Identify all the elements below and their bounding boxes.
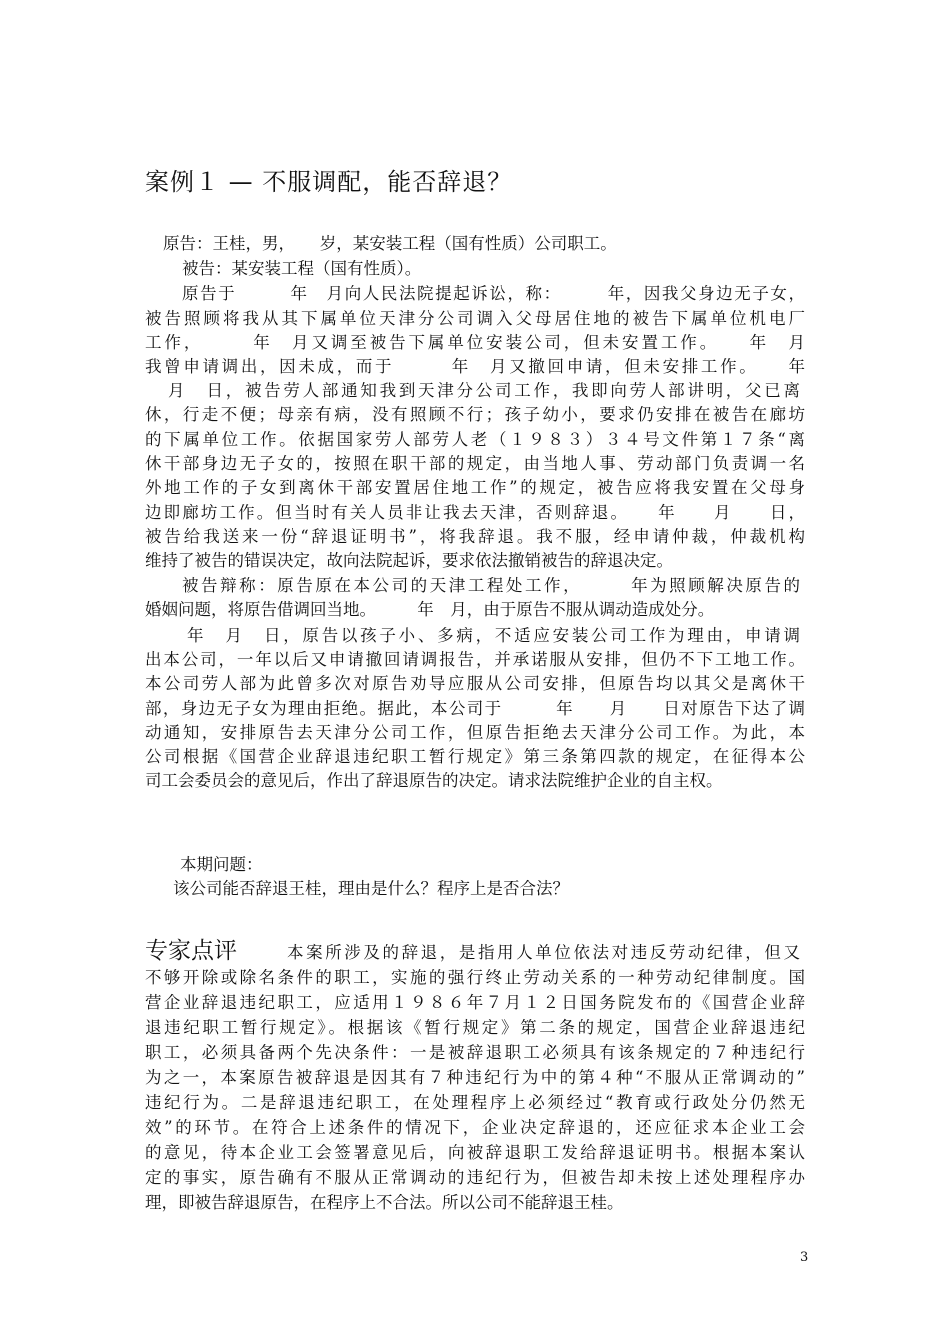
- case-line: 被告给我送来一份“辞退证明书”，将我辞退。我不服，经申请仲裁，仲裁机构: [145, 527, 805, 546]
- case-line: 工作， 年 月又调至被告下属单位安装公司，但未安置工作。 年 月: [145, 333, 805, 352]
- expert-line: 的意见，待本企业工会签署意见后，向被辞退职工发给辞退证明书。根据本案认: [145, 1143, 805, 1162]
- case-line: 月 日，被告劳人部通知我到天津分公司工作，我即向劳人部讲明，父已离: [168, 381, 800, 400]
- case-line: 动通知，安排原告去天津分公司工作，但原告拒绝去天津分公司工作。为此，本: [145, 723, 805, 742]
- case-line: 公司根据《国营企业辞退违纪职工暂行规定》第三条第四款的规定，在征得本公: [145, 747, 805, 766]
- case-line: 被告：某安装工程（国有性质）。: [182, 259, 422, 278]
- expert-line: 效”的环节。在符合上述条件的情况下，企业决定辞退的，还应征求本企业工会: [145, 1118, 805, 1137]
- case-line: 边即廊坊工作。但当时有关人员非让我去天津，否则辞退。 年 月 日，: [145, 503, 805, 522]
- question-label: 本期问题：: [180, 855, 263, 874]
- case-line: 被告辩称：原告原在本公司的天津工程处工作， 年为照顾解决原告的: [182, 576, 800, 595]
- case-line: 婚姻问题，将原告借调回当地。 年 月，由于原告不服从调动造成处分。: [145, 600, 715, 619]
- expert-line: 为之一，本案原告被辞退是因其有７种违纪行为中的第４种“不服从正常调动的”: [145, 1068, 805, 1087]
- expert-line: 退违纪职工暂行规定》。根据该《暂行规定》第二条的规定，国营企业辞退违纪: [145, 1018, 805, 1037]
- page-number: 3: [800, 1250, 809, 1265]
- case-line: 部，身边无子女为理由拒绝。据此，本公司于 年 月 日对原告下达了调: [145, 699, 805, 718]
- expert-line: 不够开除或除名条件的职工，实施的强行终止劳动关系的一种劳动纪律制度。国: [145, 968, 805, 987]
- question-text: 该公司能否辞退王桂，理由是什么？程序上是否合法？: [173, 879, 569, 898]
- expert-heading: 专家点评: [145, 938, 237, 964]
- expert-line: 营企业辞退违纪职工，应适用１９８６年７月１２日国务院发布的《国营企业辞: [145, 993, 805, 1012]
- expert-line: 本案所涉及的辞退，是指用人单位依法对违反劳动纪律，但又: [287, 943, 800, 962]
- case-title: 案例１ — 不服调配，能否辞退？: [145, 168, 513, 196]
- expert-line: 职工，必须具备两个先决条件：一是被辞退职工必须具有该条规定的７种违纪行: [145, 1043, 805, 1062]
- expert-line: 违纪行为。二是辞退违纪职工，在处理程序上必须经过“教育或行政处分仍然无: [145, 1093, 805, 1112]
- case-line: 的下属单位工作。依据国家劳人部劳人老（１９８３）３４号文件第１７条“离: [145, 430, 805, 449]
- case-line: 休，行走不便；母亲有病，没有照顾不行；孩子幼小，要求仍安排在被告在廊坊: [145, 405, 805, 424]
- case-line: 原告：王桂，男， 岁，某安装工程（国有性质）公司职工。: [163, 234, 617, 253]
- case-line: 本公司劳人部为此曾多次对原告劝导应服从公司安排，但原告均以其父是离休干: [145, 674, 805, 693]
- expert-line: 理，即被告辞退原告，在程序上不合法。所以公司不能辞退王桂。: [145, 1193, 624, 1212]
- case-line: 司工会委员会的意见后，作出了辞退原告的决定。请求法院维护企业的自主权。: [145, 771, 723, 790]
- case-line: 年 月 日，原告以孩子小、多病，不适应安装公司工作为理由，申请调: [187, 626, 800, 645]
- case-line: 我曾申请调出，因未成，而于 年 月又撤回申请，但未安排工作。 年: [145, 357, 805, 376]
- case-line: 维持了被告的错误决定，故向法院起诉，要求依法撤销被告的辞退决定。: [145, 551, 673, 570]
- case-line: 被告照顾将我从其下属单位天津分公司调入父母居住地的被告下属单位机电厂: [145, 309, 805, 328]
- case-line: 原告于 年 月向人民法院提起诉讼，称： 年，因我父身边无子女，: [182, 284, 805, 303]
- case-line: 外地工作的子女到离休干部安置居住地工作”的规定，被告应将我安置在父母身: [145, 478, 805, 497]
- expert-line: 定的事实，原告确有不服从正常调动的违纪行为，但被告却未按上述处理程序办: [145, 1168, 805, 1187]
- case-line: 休干部身边无子女的，按照在职干部的规定，由当地人事、劳动部门负责调一名: [145, 454, 805, 473]
- case-line: 出本公司，一年以后又申请撤回请调报告，并承诺服从安排，但仍不下工地工作。: [145, 650, 805, 669]
